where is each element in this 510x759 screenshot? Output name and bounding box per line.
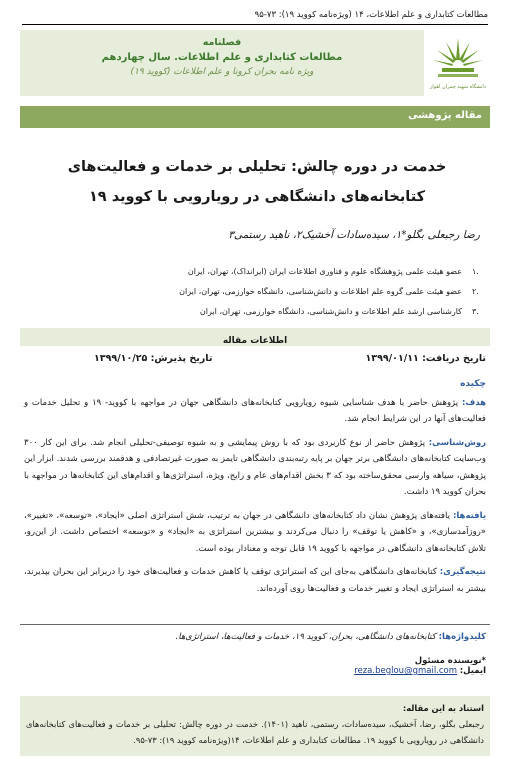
keywords [24,632,486,642]
received-date: تاریخ دریافت: ۱۳۹۹/۰۱/۱۱ [365,353,486,364]
abstract-conclusion: نتیجه‌گیری: کتابخانه‌های دانشگاهی به‌جای این که استراتژی توقف یا کاهش خدمات و فعالیت‌های خود را دربرابر این بحران بپذیرند، بیشتر به استراتژی ایجاد و تغییر خدمات و فعالیت‌ها روی آورده‌اند. [24,567,486,594]
article-title: خدمت در دوره چالش: تحلیلی بر خدمات و فعالیت‌های کتابخانه‌های دانشگاهی در رویارویی با کووید ۱۹ [67,159,447,205]
email-link[interactable]: reza.beglou@gmail.com [354,666,458,676]
citation-text: رجبعلی بگلو، رضا، آخشیک، سیده‌سادات، رستمی، ناهید (۱۴۰۱). خدمت در دوره چالش: تحلیلی بر خدمات و فعالیت‌های کتابخانه‌های دانشگاهی در رویارویی با کووید ۱۹. مطالعات کتابداری و علم اطلاعات، ۱۴(ویژه‌نامه کووید ۱۹): ۷۳-۹۵. [26,719,484,745]
journal-banner [20,30,424,96]
citation [26,700,484,748]
article-info-bar [20,328,490,346]
article-info-heading: اطلاعات مقاله [222,336,288,346]
email-label: ایمیل: [459,666,486,676]
abstract-findings: یافته‌ها: یافته‌های پژوهش نشان داد کتابخانه‌های دانشگاهی در جهان به ترتیب، شش استراتژی اصلی «ایجاد»، «توسعه»، «تغییر»، «روزآمدسازی»، و «کاهش یا توقف» را دنبال می‌کردند و بیشترین استراتژی به «ایجاد» و «توسعه» اختصاص داشت. از این‌رو، تلاش کتابخانه‌های دانشگاهی در مواجهه با کووید ۱۹ قابل توجه و معنادار بوده است. [24,510,487,554]
corresponding-label: *نویسنده مسئول [414,656,486,666]
accepted-date: تاریخ پذیرش: ۱۳۹۹/۱۰/۲۵ [94,353,213,364]
journal-name: مطالعات کتابداری و علم اطلاعات. سال چهاردهم [101,52,343,63]
abstract-method: روش‌شناسی: پژوهش حاضر از نوع کاربردی بود که با روش پیمایشی و به شیوه توصیفی-تحلیلی انجام شد. برای این کار ۳۰۰ وب‌سایت کتابخانه‌های دانشگاهی برتر جهان بر پایه رتبه‌بندی دانشگاهی تایمز به صورت غیرتصادفی و هدفمند بررسی شدند. ابزار این پژوهش، سیاهه وارسی محقق‌ساخته بود که ۳ بخش اقدام‌های عام و رایج، ویژه، استراتژی‌ها و اقدام‌های این کتابخانه‌ها در مواجهه با بحران کووید ۱۹ داشت. [24,437,487,497]
logo-caption: دانشگاه شهید چمران اهواز [430,84,486,90]
author-list: رضا رجبعلی بگلو*۱، سیده‌سادات آخشیک۲، ناهید رستمی۳ [228,229,480,241]
journal-special-issue: ویژه نامه بحران کرونا و علم اطلاعات (کووید ۱۹) [130,67,314,77]
article-dates [24,353,486,364]
article-type-label: مقاله پژوهشی [408,110,482,121]
keywords-text: کتابخانه‌های دانشگاهی، بحران، کووید ۱۹، خدمات و فعالیت‌ها، استراتژی‌ها. [175,632,436,642]
article-type-bar [20,106,490,128]
abstract-heading: چکیده [460,379,486,389]
abstract-goal: هدف: پژوهش حاضر با هدف شناسایی شیوه رویارویی کتابخانه‌های دانشگاهی جهان در مواجهه با کووید- ۱۹ و تحلیل خدمات و فعالیت‌های آنها در این شرایط انجام شد. [24,397,487,424]
header-rule [22,24,488,25]
affiliation-item: .۳ کارشناسی ارشد علم اطلاعات و دانش‌شناسی، دانشگاه خوارزمی، تهران، ایران [199,307,479,316]
journal-kind: فصلنامه [202,37,242,48]
affiliation-item: .۱ عضو هیئت علمی پژوهشگاه علوم و فناوری اطلاعات ایران (ایرانداک)، تهران، ایران [187,267,479,276]
corresponding-author [24,656,486,676]
affiliation-item: .۲ عضو هیئت علمی گروه علم اطلاعات و دانش‌شناسی، دانشگاه خوارزمی، تهران، ایران [179,287,479,296]
running-head: مطالعات کتابداری و علم اطلاعات، ۱۴ (ویژه‌نامه کووید ۱۹): ۷۳-۹۵ [254,10,488,20]
affiliations [30,262,484,322]
keywords-label: کلیدواژه‌ها: [438,632,486,642]
keywords-rule [20,624,490,625]
citation-label: استناد به این مقاله: [402,703,484,713]
abstract [24,376,486,604]
